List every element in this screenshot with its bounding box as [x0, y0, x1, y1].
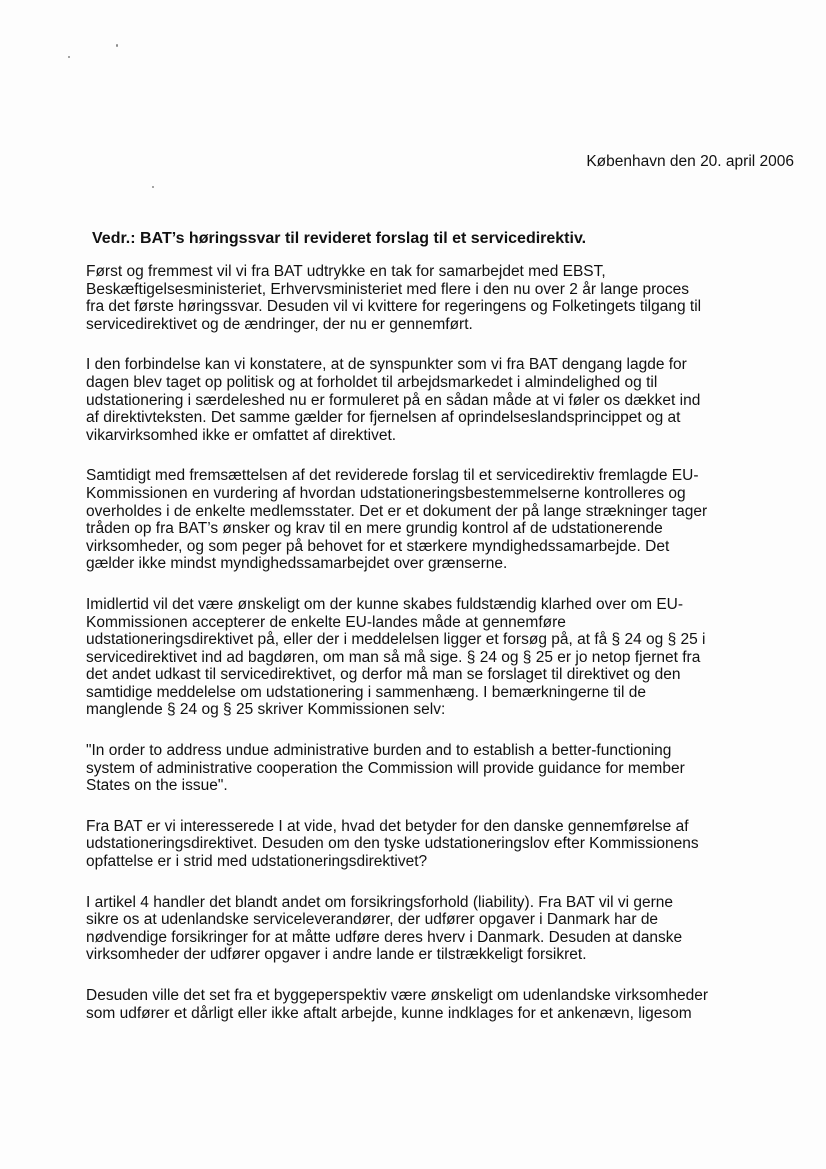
text-line: I den forbindelse kan vi konstatere, at de synspunkter som vi fra BAT dengang lagde for: [86, 356, 687, 374]
text-line: Desuden ville det set fra et byggeperspektiv være ønskeligt om udenlandske virksomheder: [86, 987, 709, 1004]
text-line: gælder ikke mindst myndighedssamarbejdet over grænserne.: [86, 555, 508, 573]
text-line: Kommissionen accepterer de enkelte EU-landes måde at gennemføre: [86, 613, 566, 631]
text-line: udstationeringsdirektivet på, eller der i meddelelsen ligger et forsøg på, at få § 24 og § 25 i: [86, 631, 706, 649]
text-line: samtidige meddelelse om udstationering i sammenhæng. I bemærkningerne til de: [86, 683, 647, 701]
text-line: I artikel 4 handler det blandt andet om forsikringsforhold (liability). Fra BAT vil vi gerne: [86, 893, 673, 911]
text-line: tråden op fra BAT’s ønsker og krav til en mere grundig kontrol af de udstationerende: [86, 520, 663, 538]
text-line: opfattelse er i strid med udstationeringsdirektivet?: [86, 853, 428, 871]
text-line: udstationeringsdirektivet. Desuden om den tyske udstationeringslov efter Kommissionens: [86, 835, 699, 853]
body-paragraph: [86, 987, 758, 1022]
body-paragraph: [86, 596, 758, 719]
text-line: Beskæftigelsesministeriet, Erhvervsministeriet med flere i den nu over 2 år lange proces: [86, 280, 690, 298]
body-paragraph: [86, 742, 758, 795]
text-line: Imidlertid vil det være ønskeligt om der kunne skabes fuldstændig klarhed over om EU-: [86, 595, 684, 613]
text-line: overholdes i de enkelte medlemsstater. Det er et dokument der på lange strækninger tager: [86, 502, 708, 520]
text-line: af direktivteksten. Det samme gælder for fjernelsen af oprindelseslandsprincippet og at: [86, 409, 681, 427]
text-line: Først og fremmest vil vi fra BAT udtrykke en tak for samarbejdet med EBST,: [86, 263, 606, 280]
text-line: fra det første høringssvar. Desuden vil vi kvittere for regeringens og Folketingets tilgang til: [86, 298, 702, 316]
text-line: manglende § 24 og § 25 skriver Kommissionen selv:: [86, 701, 446, 719]
text-line: servicedirektivet ind ad bagdøren, om man så må sige. § 24 og § 25 er jo netop fjernet fra: [86, 648, 701, 666]
scan-speck: [152, 186, 154, 188]
text-line: virksomheder der udfører opgaver i andre lande er tilstrækkeligt forsikret.: [86, 946, 587, 964]
body-paragraph: [86, 263, 758, 333]
text-line: Samtidigt med fremsættelsen af det reviderede forslag til et servicedirektiv fremlagde EU-: [86, 467, 699, 485]
text-line: Kommissionen en vurdering af hvordan udstationeringsbestemmelserne kontrolleres og: [86, 484, 686, 502]
text-line: det andet udkast til servicedirektivet, og derfor må man se forslaget til direktivet og den: [86, 666, 681, 684]
text-line: vikarvirksomhed ikke er omfattet af direktivet.: [86, 426, 397, 444]
text-line: nødvendige forsikringer for at måtte udføre deres hverv i Danmark. Desuden at danske: [86, 928, 683, 946]
text-line: sikre os at udenlandske serviceleverandører, der udfører opgaver i Danmark har de: [86, 911, 659, 929]
letter-body: [86, 263, 758, 1045]
body-paragraph: [86, 467, 758, 573]
text-line: udstationering i særdeleshed nu er formuleret på en sådan måde at vi føler os dækket ind: [86, 391, 701, 409]
text-line: dagen blev taget op politisk og at forholdet til arbejdsmarkedet i almindelighed og til: [86, 373, 658, 391]
body-paragraph: [86, 356, 758, 444]
body-paragraph: [86, 818, 758, 871]
text-line: Fra BAT er vi interesserede I at vide, hvad det betyder for den danske gennemførelse af: [86, 817, 689, 835]
scan-speck: [116, 44, 118, 47]
text-line: "In order to address undue administrative burden and to establish a better-functioning: [86, 742, 672, 760]
place-date: København den 20. april 2006: [586, 153, 794, 170]
text-line: virksomheder, og som peger på behovet for et stærkere myndighedssamarbejde. Det: [86, 537, 670, 555]
text-line: system of administrative cooperation the Commission will provide guidance for member: [86, 759, 685, 777]
subject-heading: Vedr.: BAT’s høringssvar til revideret forslag til et servicedirektiv.: [92, 230, 587, 247]
scan-speck: [68, 56, 70, 58]
text-line: States on the issue".: [86, 777, 228, 795]
text-line: som udfører et dårligt eller ikke aftalt arbejde, kunne indklages for et ankenævn, ligesom: [86, 1004, 692, 1022]
body-paragraph: [86, 894, 758, 964]
text-line: servicedirektivet og de ændringer, der nu er gennemført.: [86, 315, 473, 333]
